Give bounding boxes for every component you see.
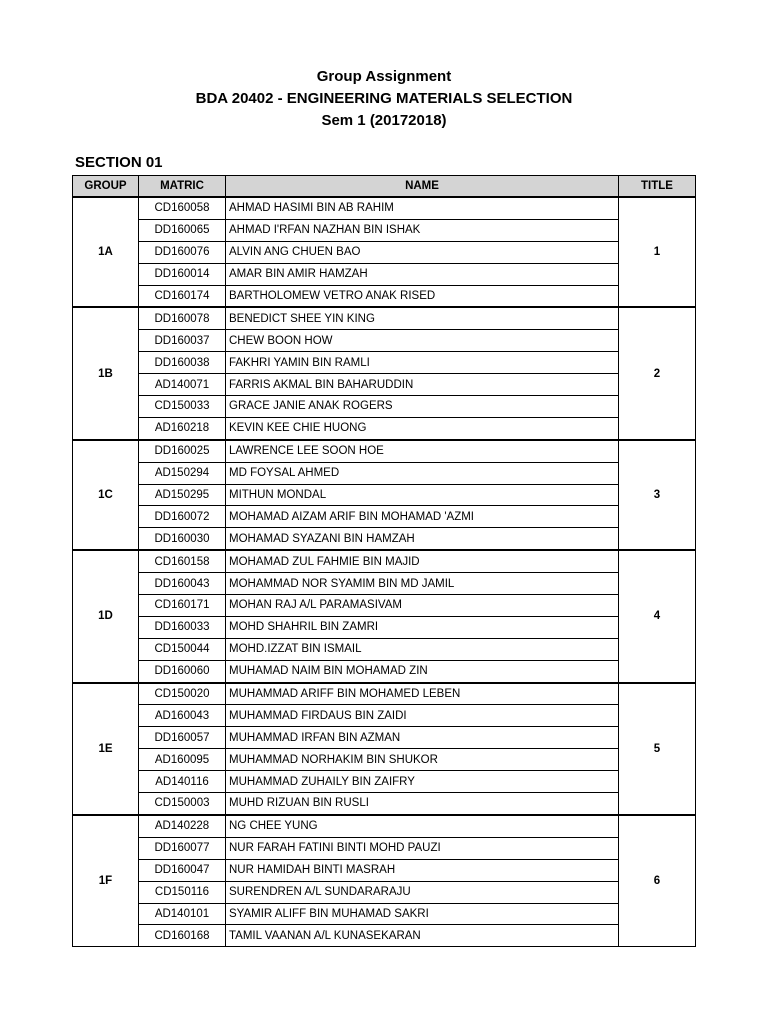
table-row xyxy=(73,484,696,506)
name-cell: BENEDICT SHEE YIN KING xyxy=(226,307,619,329)
table-row xyxy=(73,506,696,528)
table-row xyxy=(73,440,696,462)
matric-cell: AD160218 xyxy=(139,417,226,439)
table-row xyxy=(73,219,696,241)
matric-cell: CD150020 xyxy=(139,683,226,705)
name-cell: MOHAMAD ZUL FAHMIE BIN MAJID xyxy=(226,550,619,572)
title-cell: 6 xyxy=(619,815,696,947)
name-cell: MUHAMMAD IRFAN BIN AZMAN xyxy=(226,727,619,749)
table-row xyxy=(73,197,696,219)
name-cell: MOHD.IZZAT BIN ISMAIL xyxy=(226,638,619,660)
matric-cell: CD160171 xyxy=(139,595,226,617)
table-row xyxy=(73,285,696,307)
table-row xyxy=(73,881,696,903)
matric-cell: CD160158 xyxy=(139,550,226,572)
name-cell: MOHAMMAD NOR SYAMIM BIN MD JAMIL xyxy=(226,573,619,595)
matric-cell: DD160047 xyxy=(139,859,226,881)
column-header-matric: MATRIC xyxy=(139,176,226,198)
section-heading: SECTION 01 xyxy=(75,154,163,171)
name-cell: MOHD SHAHRIL BIN ZAMRI xyxy=(226,616,619,638)
column-header-group: GROUP xyxy=(73,176,139,198)
name-cell: NUR FARAH FATINI BINTI MOHD PAUZI xyxy=(226,837,619,859)
name-cell: AHMAD HASIMI BIN AB RAHIM xyxy=(226,197,619,219)
name-cell: SYAMIR ALIFF BIN MUHAMAD SAKRI xyxy=(226,903,619,925)
name-cell: FAKHRI YAMIN BIN RAMLI xyxy=(226,352,619,374)
table-row xyxy=(73,660,696,682)
name-cell: CHEW BOON HOW xyxy=(226,330,619,352)
name-cell: NG CHEE YUNG xyxy=(226,815,619,837)
matric-cell: DD160060 xyxy=(139,660,226,682)
group-block xyxy=(73,440,696,550)
column-header-name: NAME xyxy=(226,176,619,198)
semester-title: Sem 1 (20172018) xyxy=(321,112,447,129)
table-row xyxy=(73,903,696,925)
group-roster-table xyxy=(72,175,696,947)
table-row xyxy=(73,241,696,263)
name-cell: MOHAMAD AIZAM ARIF BIN MOHAMAD 'AZMI xyxy=(226,506,619,528)
matric-cell: DD160065 xyxy=(139,219,226,241)
name-cell: MUHAMMAD ARIFF BIN MOHAMED LEBEN xyxy=(226,683,619,705)
name-cell: GRACE JANIE ANAK ROGERS xyxy=(226,396,619,418)
title-cell: 2 xyxy=(619,307,696,439)
table-row xyxy=(73,330,696,352)
group-cell: 1F xyxy=(73,815,139,947)
name-cell: BARTHOLOMEW VETRO ANAK RISED xyxy=(226,285,619,307)
assignment-title: Group Assignment xyxy=(316,68,452,85)
matric-cell: AD160095 xyxy=(139,749,226,771)
table-row xyxy=(73,815,696,837)
matric-cell: CD160058 xyxy=(139,197,226,219)
matric-cell: DD160077 xyxy=(139,837,226,859)
name-cell: FARRIS AKMAL BIN BAHARUDDIN xyxy=(226,374,619,396)
table-row xyxy=(73,683,696,705)
table-row xyxy=(73,638,696,660)
table-row xyxy=(73,417,696,439)
title-cell: 5 xyxy=(619,683,696,815)
name-cell: MD FOYSAL AHMED xyxy=(226,462,619,484)
title-cell: 4 xyxy=(619,550,696,682)
group-cell: 1C xyxy=(73,440,139,550)
group-cell: 1E xyxy=(73,683,139,815)
table-row xyxy=(73,528,696,550)
table-row xyxy=(73,573,696,595)
group-block xyxy=(73,683,696,815)
table-row xyxy=(73,396,696,418)
name-cell: MUHAMMAD FIRDAUS BIN ZAIDI xyxy=(226,705,619,727)
name-cell: MITHUN MONDAL xyxy=(226,484,619,506)
group-block xyxy=(73,197,696,307)
table-row xyxy=(73,771,696,793)
group-block xyxy=(73,307,696,439)
table-row xyxy=(73,925,696,947)
title-cell: 3 xyxy=(619,440,696,550)
group-cell: 1D xyxy=(73,550,139,682)
table-row xyxy=(73,837,696,859)
matric-cell: DD160025 xyxy=(139,440,226,462)
matric-cell: DD160037 xyxy=(139,330,226,352)
table-row xyxy=(73,595,696,617)
matric-cell: AD140071 xyxy=(139,374,226,396)
group-cell: 1B xyxy=(73,307,139,439)
matric-cell: DD160014 xyxy=(139,263,226,285)
name-cell: MUHAMMAD ZUHAILY BIN ZAIFRY xyxy=(226,771,619,793)
matric-cell: DD160038 xyxy=(139,352,226,374)
table-row xyxy=(73,374,696,396)
matric-cell: DD160072 xyxy=(139,506,226,528)
course-title: BDA 20402 - ENGINEERING MATERIALS SELECTION xyxy=(195,90,573,107)
matric-cell: DD160043 xyxy=(139,573,226,595)
table-row xyxy=(73,859,696,881)
matric-cell: DD160033 xyxy=(139,616,226,638)
name-cell: MOHAN RAJ A/L PARAMASIVAM xyxy=(226,595,619,617)
title-cell: 1 xyxy=(619,197,696,307)
table-row xyxy=(73,462,696,484)
name-cell: MUHAMAD NAIM BIN MOHAMAD ZIN xyxy=(226,660,619,682)
matric-cell: DD160057 xyxy=(139,727,226,749)
name-cell: AMAR BIN AMIR HAMZAH xyxy=(226,263,619,285)
name-cell: TAMIL VAANAN A/L KUNASEKARAN xyxy=(226,925,619,947)
name-cell: LAWRENCE LEE SOON HOE xyxy=(226,440,619,462)
matric-cell: CD150044 xyxy=(139,638,226,660)
table-row xyxy=(73,749,696,771)
matric-cell: DD160078 xyxy=(139,307,226,329)
group-cell: 1A xyxy=(73,197,139,307)
matric-cell: CD160174 xyxy=(139,285,226,307)
matric-cell: CD150003 xyxy=(139,793,226,815)
matric-cell: AD150294 xyxy=(139,462,226,484)
table-row xyxy=(73,550,696,572)
name-cell: MOHAMAD SYAZANI BIN HAMZAH xyxy=(226,528,619,550)
matric-cell: AD140116 xyxy=(139,771,226,793)
matric-cell: CD150033 xyxy=(139,396,226,418)
table-row xyxy=(73,727,696,749)
matric-cell: DD160076 xyxy=(139,241,226,263)
group-block xyxy=(73,815,696,947)
matric-cell: DD160030 xyxy=(139,528,226,550)
table-header-row xyxy=(73,176,696,198)
table-row xyxy=(73,263,696,285)
matric-cell: CD160168 xyxy=(139,925,226,947)
name-cell: AHMAD I'RFAN NAZHAN BIN ISHAK xyxy=(226,219,619,241)
table-row xyxy=(73,352,696,374)
group-block xyxy=(73,550,696,682)
matric-cell: CD150116 xyxy=(139,881,226,903)
document-title xyxy=(0,66,768,132)
table-row xyxy=(73,793,696,815)
table-row xyxy=(73,616,696,638)
name-cell: NUR HAMIDAH BINTI MASRAH xyxy=(226,859,619,881)
name-cell: ALVIN ANG CHUEN BAO xyxy=(226,241,619,263)
name-cell: KEVIN KEE CHIE HUONG xyxy=(226,417,619,439)
name-cell: MUHD RIZUAN BIN RUSLI xyxy=(226,793,619,815)
matric-cell: AD150295 xyxy=(139,484,226,506)
table-row xyxy=(73,705,696,727)
column-header-title: TITLE xyxy=(619,176,696,198)
matric-cell: AD140228 xyxy=(139,815,226,837)
matric-cell: AD160043 xyxy=(139,705,226,727)
table-row xyxy=(73,307,696,329)
matric-cell: AD140101 xyxy=(139,903,226,925)
name-cell: MUHAMMAD NORHAKIM BIN SHUKOR xyxy=(226,749,619,771)
name-cell: SURENDREN A/L SUNDARARAJU xyxy=(226,881,619,903)
